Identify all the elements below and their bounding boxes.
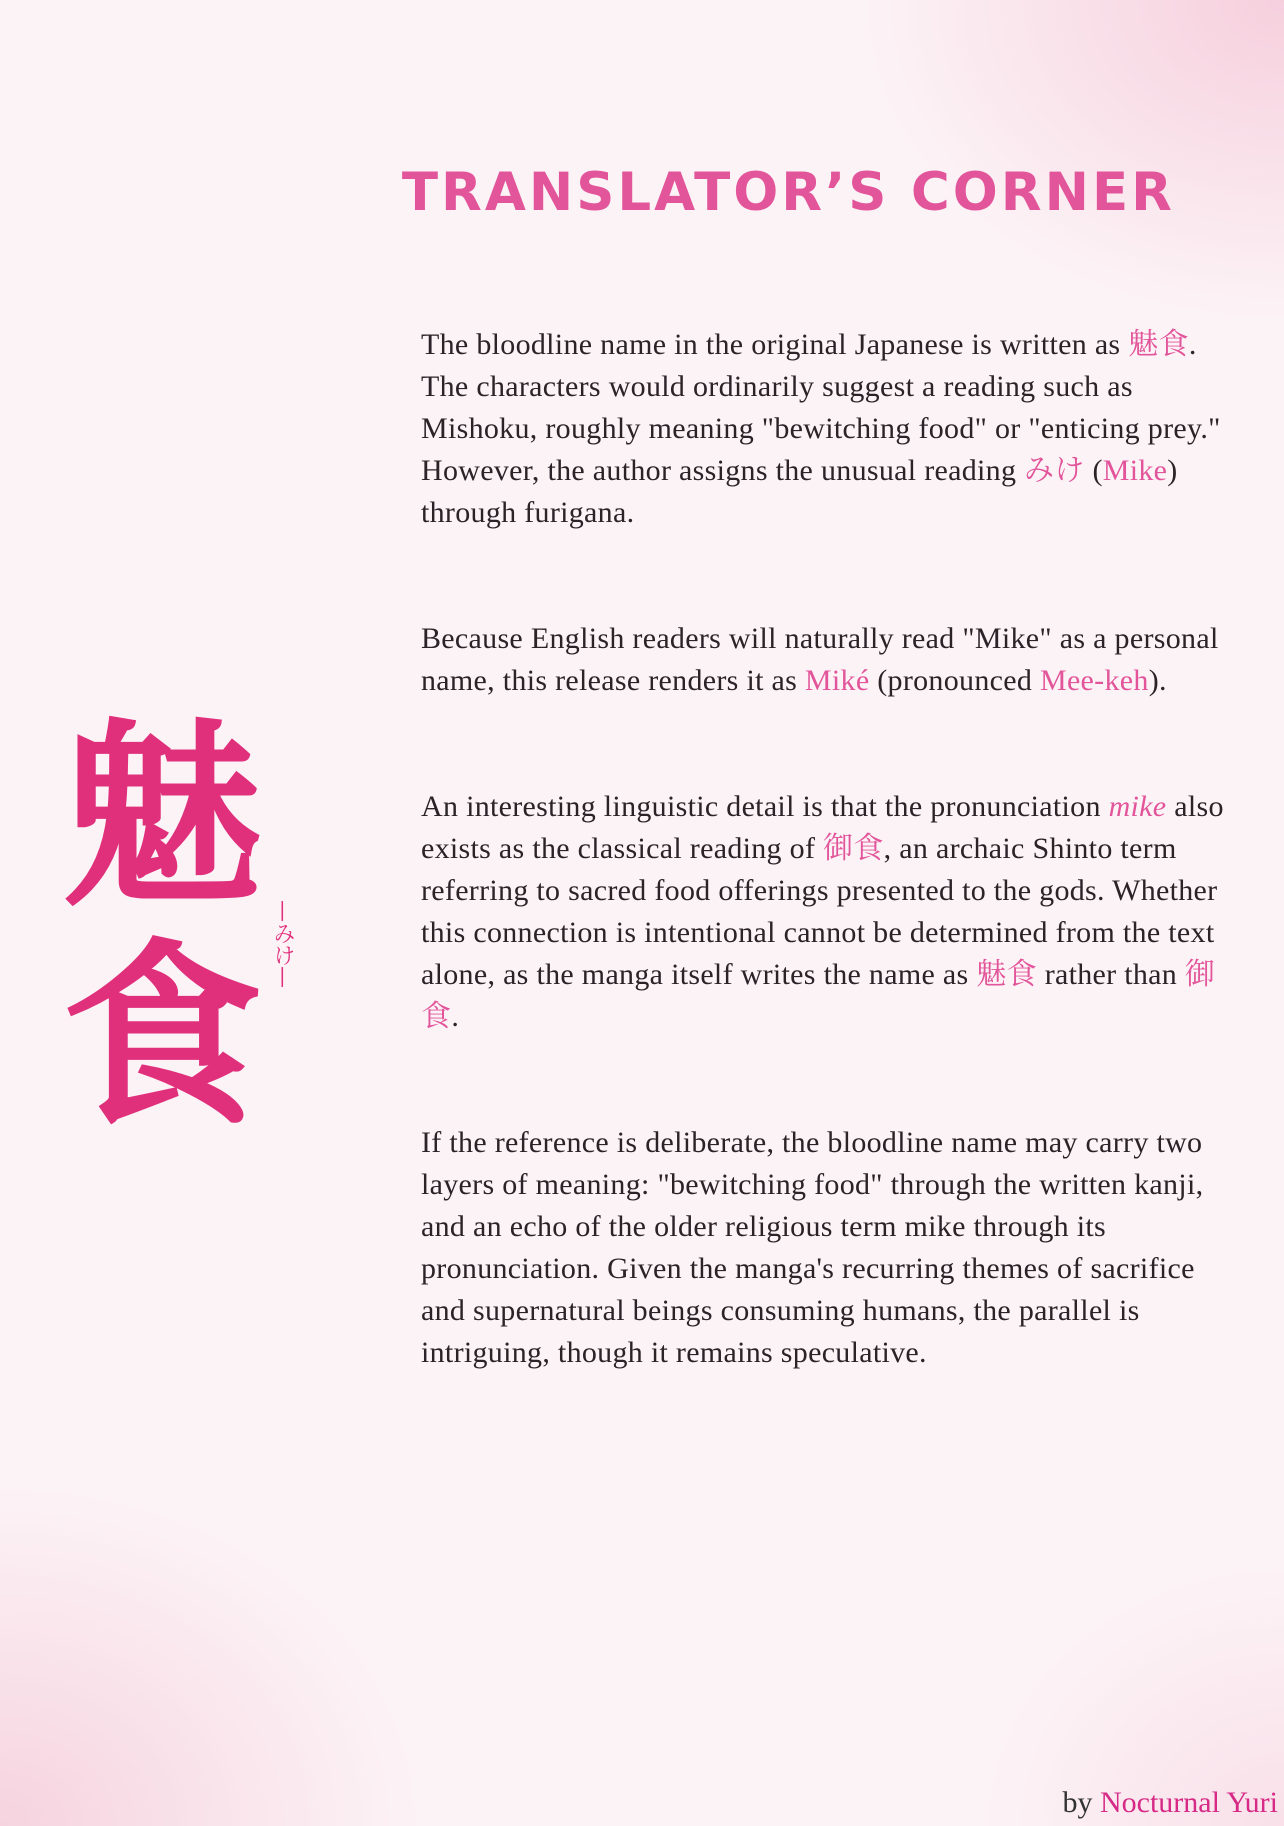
signature-by: by — [1062, 1786, 1100, 1819]
paragraph-2 — [421, 618, 1236, 702]
text: . — [451, 1000, 460, 1033]
text: rather than — [1036, 958, 1185, 991]
kanji-term: 魅食 — [1128, 328, 1189, 361]
italic-term: mike — [1108, 790, 1167, 823]
romaji-term: Mike — [1102, 454, 1168, 487]
pronunciation: Mee-keh — [1039, 664, 1149, 697]
paragraph-3 — [421, 786, 1236, 1038]
kana-term: みけ — [1024, 454, 1085, 487]
text: ) through furigana. — [421, 454, 1178, 529]
kanji-bottom: 食 — [62, 921, 263, 1154]
signature-name: Nocturnal Yuri — [1099, 1786, 1278, 1819]
kanji-term: 魅食 — [976, 958, 1037, 991]
paragraph-4: If the reference is deliberate, the bloodline name may carry two layers of meaning: "bewitching food" through the written kanji, and an echo of the older religious term mike through its pronunciation. Given the manga's recurring themes of sacrifice and supernatural beings consuming humans, the parallel is intriguing, though it remains speculative. — [421, 1126, 1204, 1369]
text: Because English readers will naturally read "Mike" as a personal name, this release renders it as — [421, 622, 1219, 697]
rendered-name: Miké — [804, 664, 870, 697]
text: The bloodline name in the original Japanese is written as — [421, 328, 1129, 361]
text: ( — [1084, 454, 1103, 487]
furigana-reading: —みけ— — [270, 900, 295, 988]
kanji-term: 御食 — [421, 958, 1216, 1033]
kanji-term: 御食 — [823, 832, 884, 865]
article-body — [421, 324, 1236, 1374]
text: . The characters would ordinarily suggest a reading such as Mishoku, roughly meaning "bewitching food" or "enticing prey." However, the author assigns the unusual reading — [421, 328, 1221, 487]
page-title: TRANSLATOR’S CORNER — [401, 162, 1175, 223]
text: An interesting linguistic detail is that the pronunciation — [421, 790, 1109, 823]
text: ). — [1148, 664, 1167, 697]
text: , an archaic Shinto term referring to sacred food offerings presented to the gods. Whether this connection is intentional cannot be determined from the text alone, as the manga itself writes the name as — [421, 832, 1218, 991]
signature — [1062, 1786, 1278, 1820]
text: (pronounced — [869, 664, 1040, 697]
text: also exists as the classical reading of — [421, 790, 1224, 865]
kanji-top: 魅 — [62, 701, 263, 934]
paragraph-1 — [421, 324, 1236, 534]
